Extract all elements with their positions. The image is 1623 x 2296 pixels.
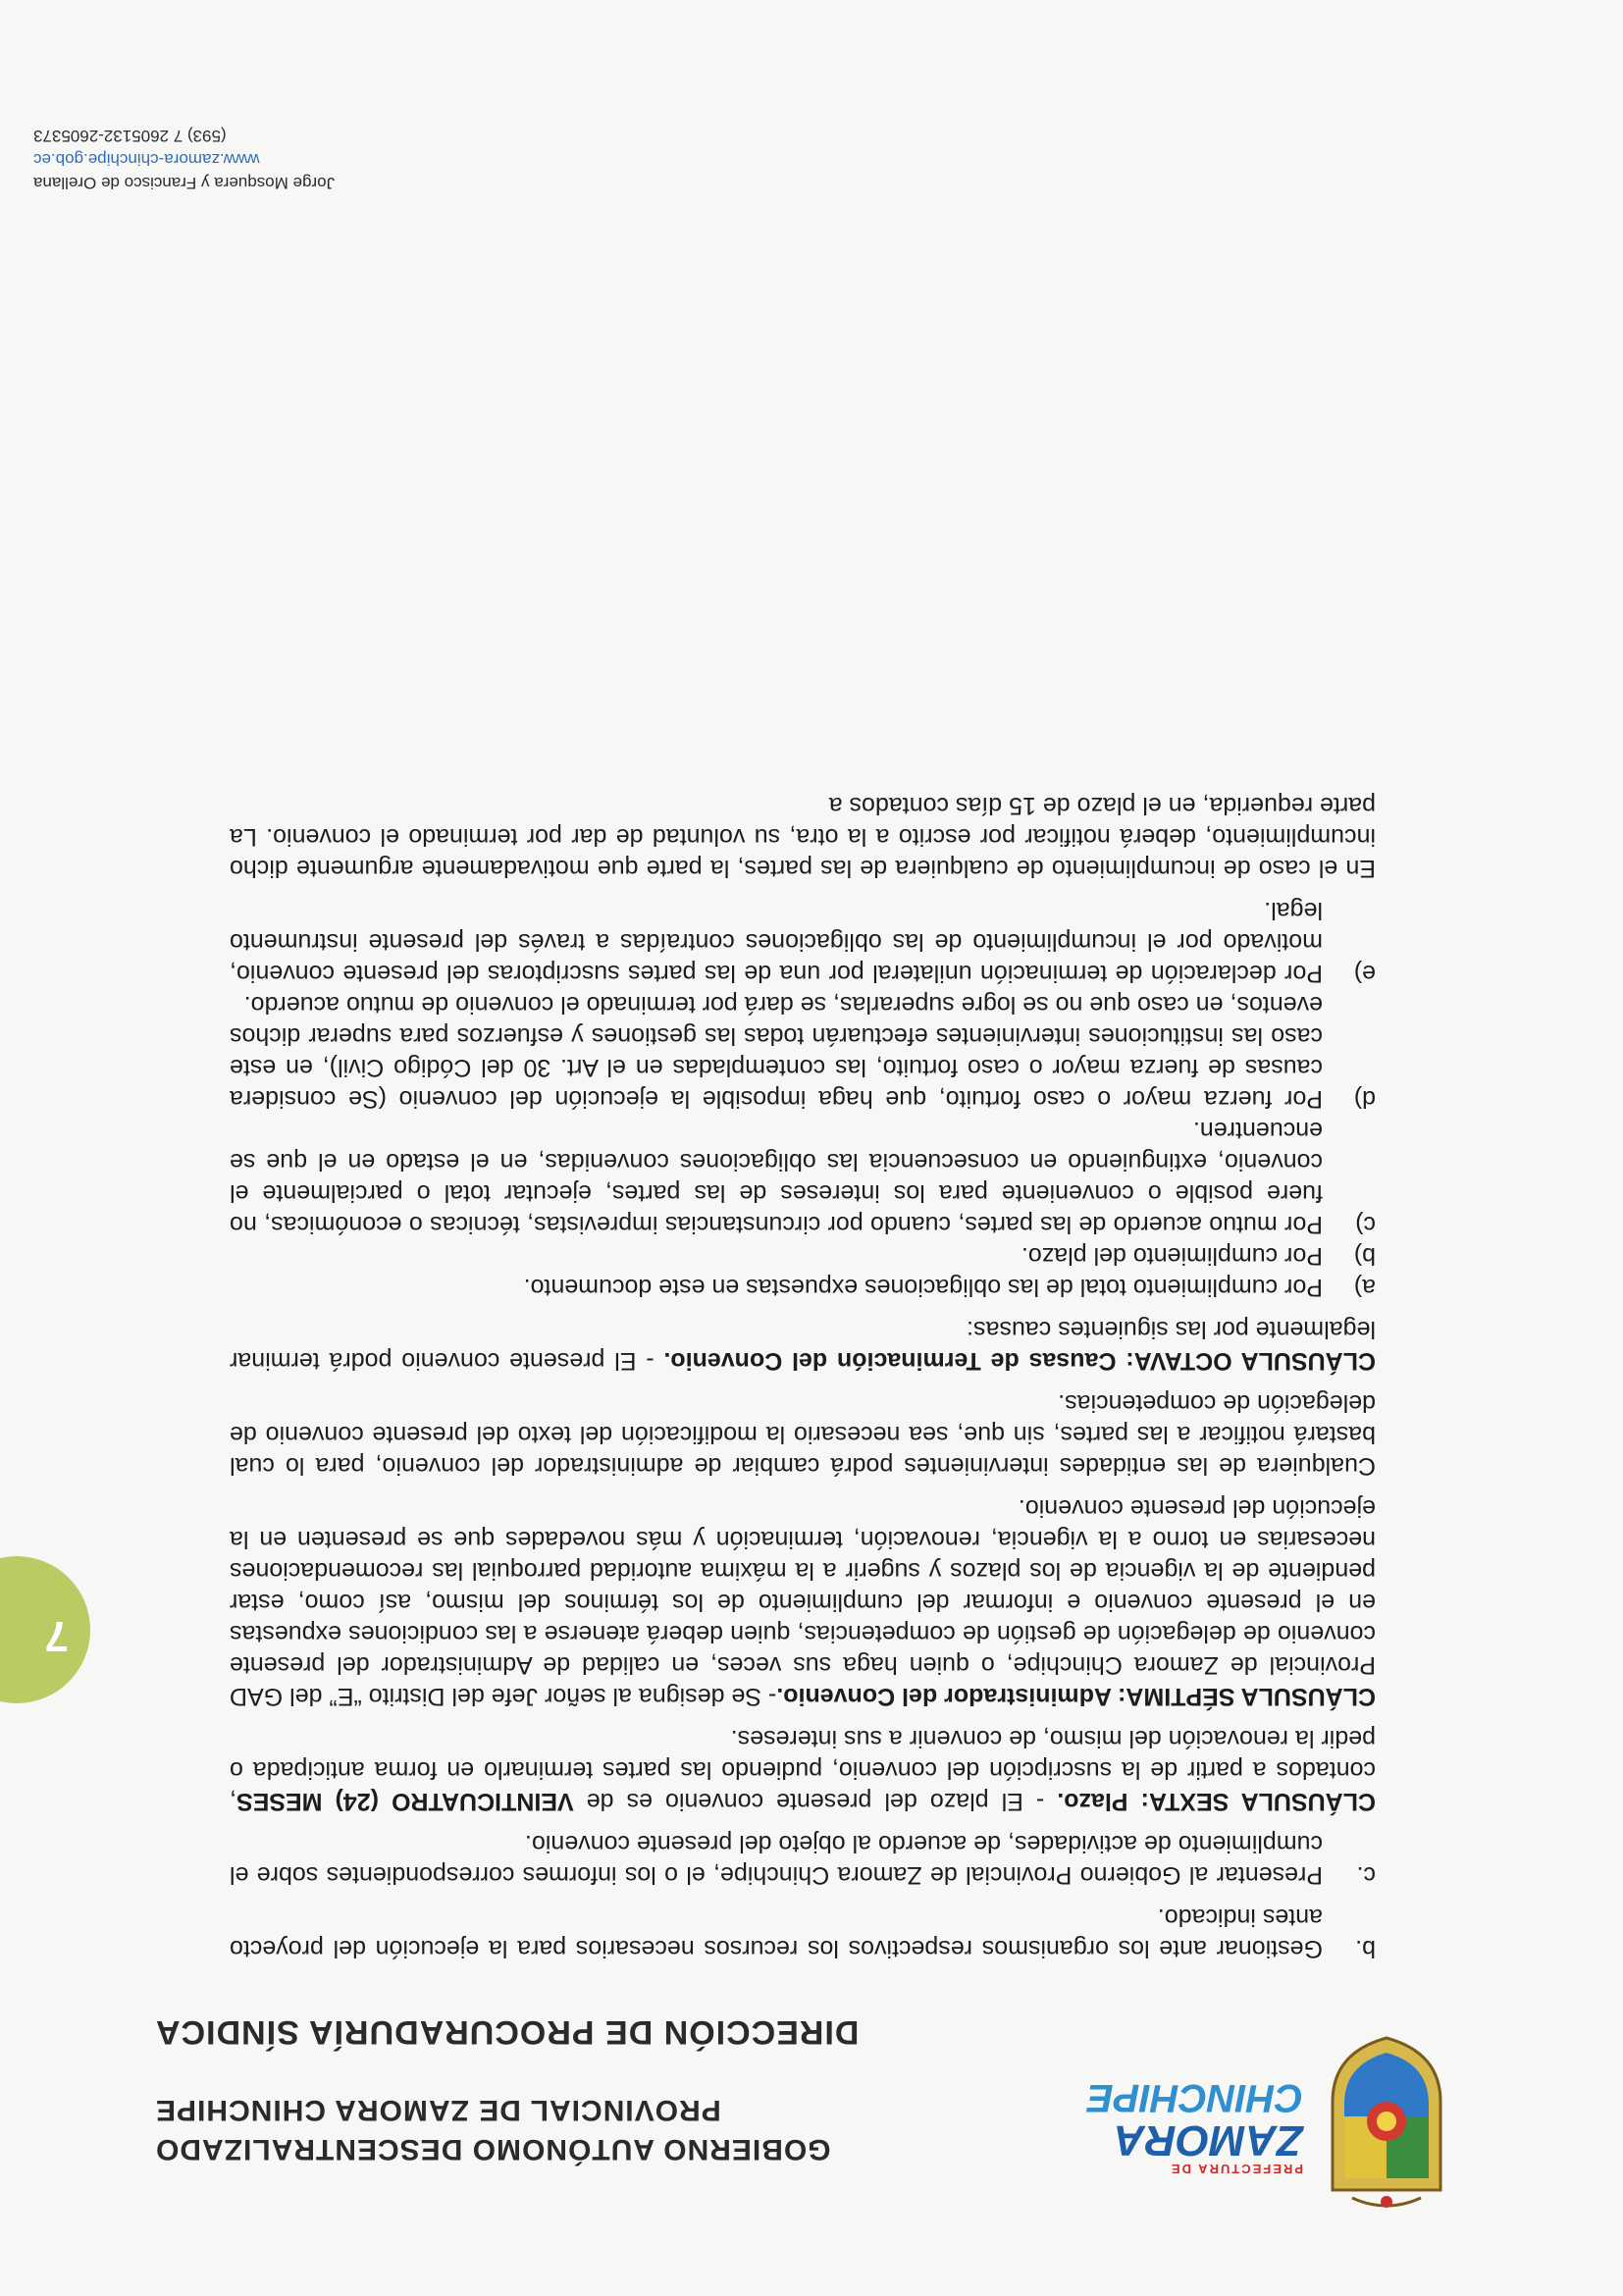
document-body (230, 779, 1376, 1964)
item-label: c. (1356, 1861, 1376, 1889)
brand-prefix: PREFECTURA DE (1169, 2162, 1303, 2176)
clause-heading: CLÁUSULA OCTAVA: Causas de Terminación del Convenio. (663, 1347, 1376, 1375)
coat-of-arms-icon (1323, 2035, 1450, 2210)
page-number: 7 (44, 1612, 69, 1660)
page-number-badge (0, 1556, 90, 1703)
list-item (230, 895, 1376, 989)
item-text: Por cumplimiento del plazo. (1021, 1242, 1323, 1270)
clause-heading: CLÁUSULA SÉPTIMA: Administrador del Convenio. (776, 1683, 1376, 1710)
paragraph: Cualquiera de las entidades intervinientes podrá cambiar de administrador del convenio, para lo cual bastará notificar a las partes, sin que, sea necesario la modificación del texto del presente convenio de delegación de competencias. (230, 1389, 1376, 1480)
government-title (155, 2009, 1019, 2168)
brand-line-2: CHINCHIPE (1086, 2076, 1303, 2119)
item-label: b) (1353, 1242, 1376, 1270)
clause-text: , contados a partir de la suscripción del convenio, pudiendo las partes terminarlo en forma anticipada o pedir la renovación del mismo, de convenir a sus intereses. (230, 1725, 1376, 1815)
clause-heading: CLÁUSULA SEXTA: Plazo. (1057, 1788, 1376, 1815)
list-item (230, 1240, 1376, 1272)
gov-line-1: GOBIERNO AUTÓNOMO DESCENTRALIZADO (155, 2133, 831, 2166)
brand-line-1: ZAMORA (1113, 2116, 1303, 2165)
paragraph: En el caso de incumplimiento de cualquiera de las partes, la parte que motivadamente argumente dicho incumplimiento, deberá notificar por escrito a la otra, su voluntad de dar por terminado el convenio. La parte requerida, en el plazo de 15 días contados a (230, 792, 1376, 882)
clause-octava (230, 1314, 1376, 1377)
clause-text: - Se designa al señor Jefe del Distrito “E” del GAD Provincial de Zamora Chinchipe, o quien haga sus veces, en calidad de Administrador del presente convenio de delegación de gestión de competencias, quien deberá atenerse a las condiciones expuestas en el presente convenio e informar del cumplimiento de los términos del mismo, así como, estar pendiente de la vigencia de los plazos y sugerir a la máxima autoridad parroquial las recomendaciones necesarias en torno a la vigencia, renovación, terminación y más novedades que se presenten en la ejecución del presente convenio. (230, 1494, 1376, 1710)
footer-phone: (593) 7 2605132-2605373 (33, 127, 227, 145)
footer-address: Jorge Mosquera y Francisco de Orellana (33, 174, 336, 192)
footer-website-link[interactable]: www.zamora-chinchipe.gob.ec (33, 150, 260, 169)
prefecture-brand (1058, 2077, 1303, 2176)
clause-text: - El plazo del presente convenio es de (573, 1788, 1058, 1815)
item-text: Por cumplimiento total de las obligaciones expuestas en este documento. (523, 1274, 1323, 1301)
item-label: e) (1353, 960, 1376, 987)
list-item (230, 1115, 1376, 1240)
clause-text: - El presente convenio podrá terminar legalmente por las siguientes causas: (230, 1316, 1376, 1375)
gov-line-2: PROVINCIAL DE ZAMORA CHINCHIPE (155, 2094, 721, 2126)
item-label: c) (1355, 1211, 1376, 1238)
clause-sexta (230, 1723, 1376, 1817)
footer (33, 124, 445, 194)
list-item (230, 989, 1376, 1115)
list-item (230, 1272, 1376, 1303)
letterhead (145, 2004, 1450, 2210)
item-text: Por mutuo acuerdo de las partes, cuando por circunstancias imprevistas, técnicas o económicas, no fuere posible o conveniente para los intereses de las partes, ejecutar total o parcialmente el convenio, extinguiendo en consecuencia las obligaciones convenidas, en el estado en el que se encuentren. (230, 1117, 1323, 1238)
item-label: d) (1353, 1085, 1376, 1113)
item-text: Por fuerza mayor o caso fortuito, que haga imposible la ejecución del convenio (Se considera causas de fuerza mayor o caso fortuito, las contempladas en el Art. 30 del Código Civil), en este caso las instituciones intervinientes efectuarán todas las gestiones y esfuerzos para superar dichos eventos, en caso que no se logre superarlas, se dará por terminado el convenio de mutuo acuerdo. (230, 991, 1323, 1113)
list-item (230, 1902, 1376, 1964)
direction-title: DIRECCIÓN DE PROCURADURÍA SÍNDICA (155, 2013, 860, 2051)
item-text: Gestionar ante los organismos respectivos los recursos necesarios para la ejecución del proyecto antes indicado. (230, 1904, 1323, 1962)
item-label: a) (1353, 1274, 1376, 1301)
list-item (230, 1828, 1376, 1891)
clause-emphasis: VEINTICUATRO (24) MESES (236, 1788, 574, 1815)
item-text: Presentar al Gobierno Provincial de Zamora Chinchipe, el o los informes correspondientes sobre el cumplimiento de actividades, de acuerdo al objeto del presente convenio. (230, 1830, 1323, 1889)
item-label: b. (1355, 1935, 1376, 1962)
item-text: Por declaración de terminación unilateral por una de las partes suscriptoras del presente convenio, motivado por el incumplimiento de las obligaciones contraídas a través del presente instrumento legal. (230, 897, 1323, 987)
clause-septima (230, 1492, 1376, 1712)
